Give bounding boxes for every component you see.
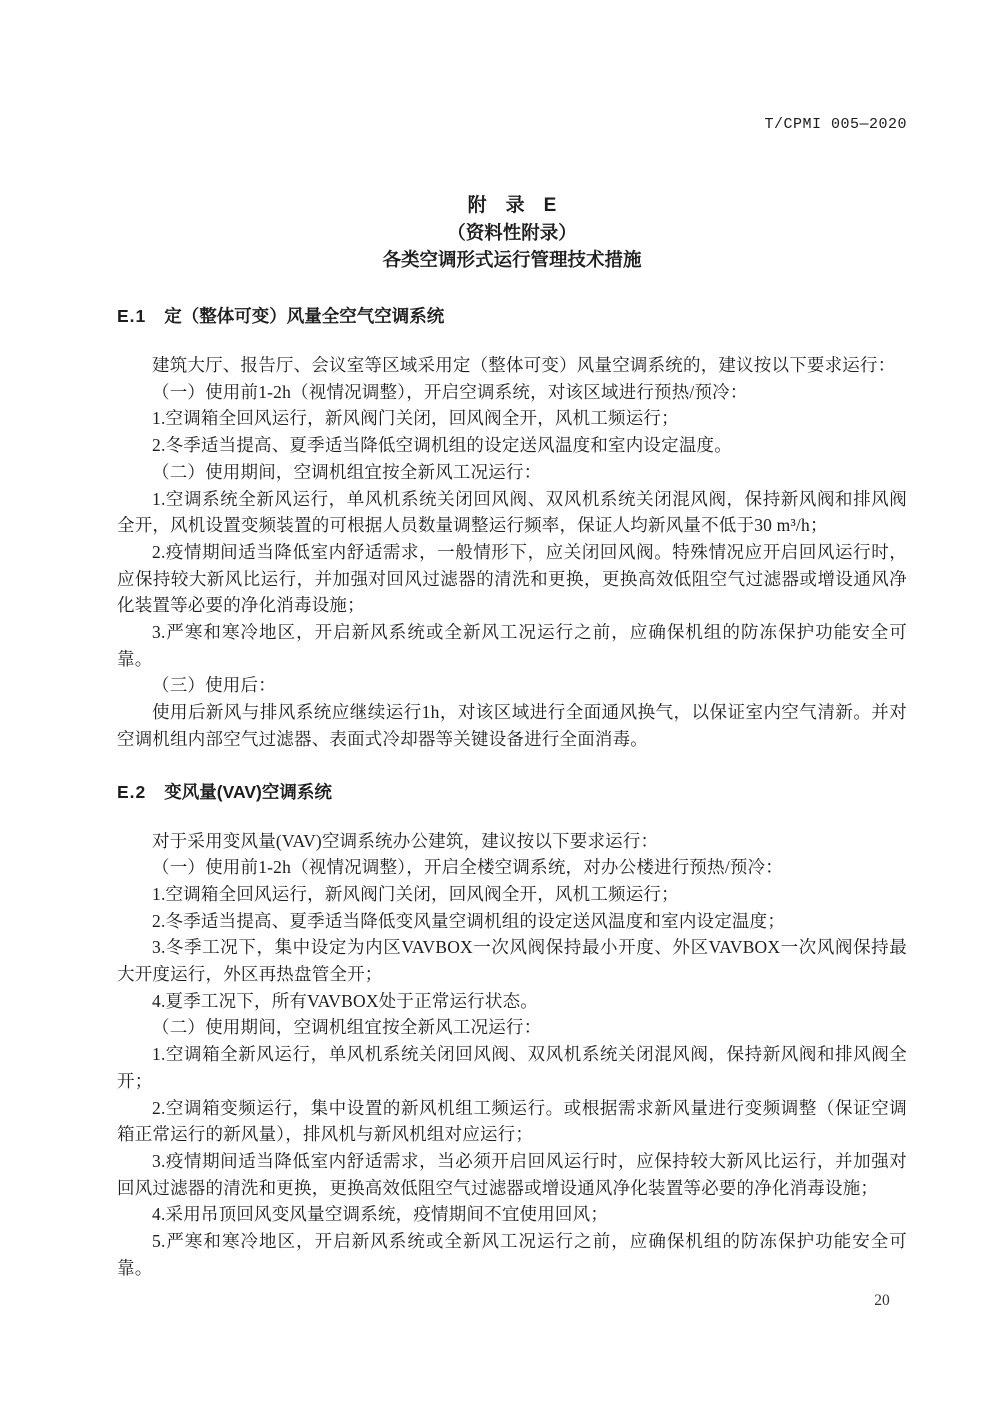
paragraph: 1.空调箱全回风运行，新风阀门关闭，回风阀全开，风机工频运行； [152,408,679,429]
section-title-e2: 变风量(VAV)空调系统 [164,781,332,802]
paragraph: 2.冬季适当提高、夏季适当降低变风量空调机组的设定送风温度和室内设定温度； [152,910,786,931]
paragraph: 1.空调箱全新风运行，单风机系统关闭回风阀、双风机系统关闭混风阀，保持新风阀和排风阀全开； [117,1044,907,1091]
paragraph: （三）使用后： [152,675,276,696]
paragraph: （二）使用期间，空调机组宜按全新风工况运行： [152,1017,542,1038]
section-title-e1: 定（整体可变）风量全空气空调系统 [164,306,445,326]
section-number-e1: E.1 [117,306,147,326]
paragraph: 3.严寒和寒冷地区，开启新风系统或全新风工况运行之前，应确保机组的防冻保护功能安全可靠。 [117,622,907,669]
paragraph: 2.疫情期间适当降低室内舒适需求，一般情形下，应关闭回风阀。特殊情况应开启回风运行时，应保持较大新风比运行，并加强对回风过滤器的清洗和更换，更换高效低阻空气过滤器或增设通风净化装置等必要的净化消毒设施； [117,541,907,616]
document-code: T/CPMI 005—2020 [764,116,907,133]
paragraph: 4.夏季工况下，所有VAVBOX处于正常运行状态。 [152,990,538,1011]
paragraph: 2.冬季适当提高、夏季适当降低空调机组的设定送风温度和室内设定温度。 [152,435,732,456]
appendix-type-label: （资料性附录） [447,222,577,243]
appendix-subject-title: 各类空调形式运行管理技术措施 [382,249,642,270]
page-content [117,0,907,1282]
paragraph: 5.严寒和寒冷地区，开启新风系统或全新风工况运行之前，应确保机组的防冻保护功能安全可靠。 [117,1231,907,1278]
paragraph: 3.疫情期间适当降低室内舒适需求，当必须开启回风运行时，应保持较大新风比运行，并加强对回风过滤器的清洗和更换，更换高效低阻空气过滤器或增设通风净化装置等必要的净化消毒设施； [117,1150,907,1198]
paragraph: 4.采用吊顶回风变风量空调系统，疫情期间不宜使用回风； [152,1204,609,1225]
section-body-e1 [117,352,907,753]
paragraph: 使用后新风与排风系统应继续运行1h，对该区域进行全面通风换气，以保证室内空气清新。并对空调机组内部空气过滤器、表面式冷却器等关键设备进行全面消毒。 [117,702,907,749]
section-heading-e1 [117,303,907,330]
paragraph: 建筑大厅、报告厅、会议室等区域采用定（整体可变）风量空调系统的，建议按以下要求运行： [152,355,896,375]
section-body-e2 [117,828,907,1282]
paragraph: 1.空调系统全新风运行，单风机系统关闭回风阀、双风机系统关闭混风阀，保持新风阀和排风阀全开，风机设置变频装置的可根据人员数量调整运行频率，保证人均新风量不低于30 m³/h； [117,488,907,536]
page-number: 20 [874,1292,890,1309]
paragraph: 3.冬季工况下，集中设定为内区VAVBOX一次风阀保持最小开度、外区VAVBOX一次风阀保持最大开度运行，外区再热盘管全开； [117,937,907,985]
section-heading-e2 [117,779,907,806]
paragraph: （一）使用前1-2h（视情况调整），开启全楼空调系统，对办公楼进行预热/预冷： [152,857,783,878]
appendix-title-block [117,0,907,273]
paragraph: 对于采用变风量(VAV)空调系统办公建筑，建议按以下要求运行： [152,830,659,851]
section-number-e2: E.2 [117,781,147,802]
appendix-title: 附 录 E [467,195,557,216]
paragraph: （二）使用期间，空调机组宜按全新风工况运行： [152,461,542,482]
paragraph: 1.空调箱全回风运行，新风阀门关闭，回风阀全开，风机工频运行； [152,883,679,904]
paragraph: 2.空调箱变频运行，集中设置的新风机组工频运行。或根据需求新风量进行变频调整（保证空调箱正常运行的新风量），排风机与新风机组对应运行； [117,1097,907,1145]
paragraph: （一）使用前1-2h（视情况调整），开启空调系统，对该区域进行预热/预冷： [152,381,748,402]
